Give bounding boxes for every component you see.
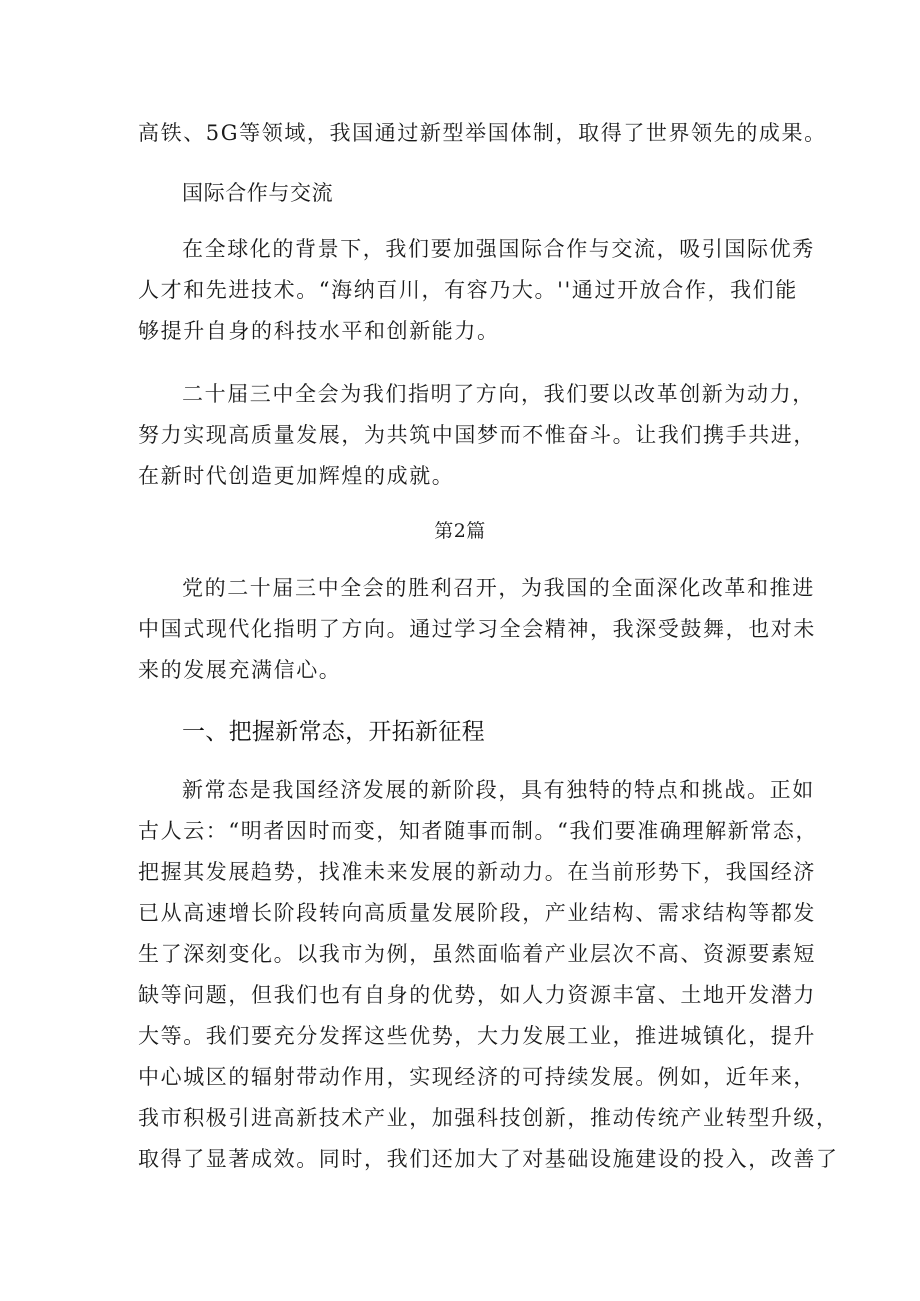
paragraph-line: 我市积极引进高新技术产业，加强科技创新，推动传统产业转型升级， [138,1106,839,1130]
paragraph-line: 生了深刻变化。以我市为例，虽然面临着产业层次不高、资源要素短 [138,942,816,966]
paragraph-line: 在新时代创造更加辉煌的成就。 [138,464,455,488]
paragraph-line: 大等。我们要充分发挥这些优势，大力发展工业，推进城镇化，提升 [138,1024,816,1048]
paragraph-line: 努力实现高质量发展，为共筑中国梦而不惟奋斗。让我们携手共进， [138,423,816,447]
paragraph-line: 中心城区的辐射带动作用，实现经济的可持续发展。例如，近年来， [138,1065,816,1089]
paragraph-line: 取得了显著成效。同时，我们还加大了对基础设施建设的投入，改善了 [138,1147,839,1171]
paragraph-line: 够提升自身的科技水平和创新能力。 [138,319,500,343]
paragraph-line: 把握其发展趋势，找准未来发展的新动力。在当前形势下，我国经济 [138,860,816,884]
paragraph-line: 高铁、5G等领域，我国通过新型举国体制，取得了世界领先的成果。 [138,121,827,145]
paragraph-line: 党的二十届三中全会的胜利召开，为我国的全面深化改革和推进 [182,576,815,600]
paragraph-line: 人才和先进技术。“海纳百川，有容乃大。''通过开放合作，我们能 [138,278,798,302]
paragraph-line: 缺等问题，但我们也有自身的优势，如人力资源丰富、土地开发潜力 [138,983,816,1007]
paragraph-line: 新常态是我国经济发展的新阶段，具有独特的特点和挑战。正如 [182,778,815,802]
heading-one: 一、把握新常态，开拓新征程 [182,719,485,745]
section-title: 第2篇 [434,520,486,542]
paragraph-line: 二十届三中全会为我们指明了方向，我们要以改革创新为动力， [182,382,815,406]
paragraph-line: 古人云：“明者因时而变，知者随事而制。“我们要准确理解新常态， [138,819,819,843]
paragraph-line: 来的发展充满信心。 [138,658,342,682]
paragraph-line: 在全球化的背景下，我们要加强国际合作与交流，吸引国际优秀 [182,237,815,261]
paragraph-line: 已从高速增长阶段转向高质量发展阶段，产业结构、需求结构等都发 [138,901,816,925]
subheading-cooperation: 国际合作与交流 [182,181,334,205]
paragraph-line: 中国式现代化指明了方向。通过学习全会精神，我深受鼓舞，也对未 [138,617,816,641]
